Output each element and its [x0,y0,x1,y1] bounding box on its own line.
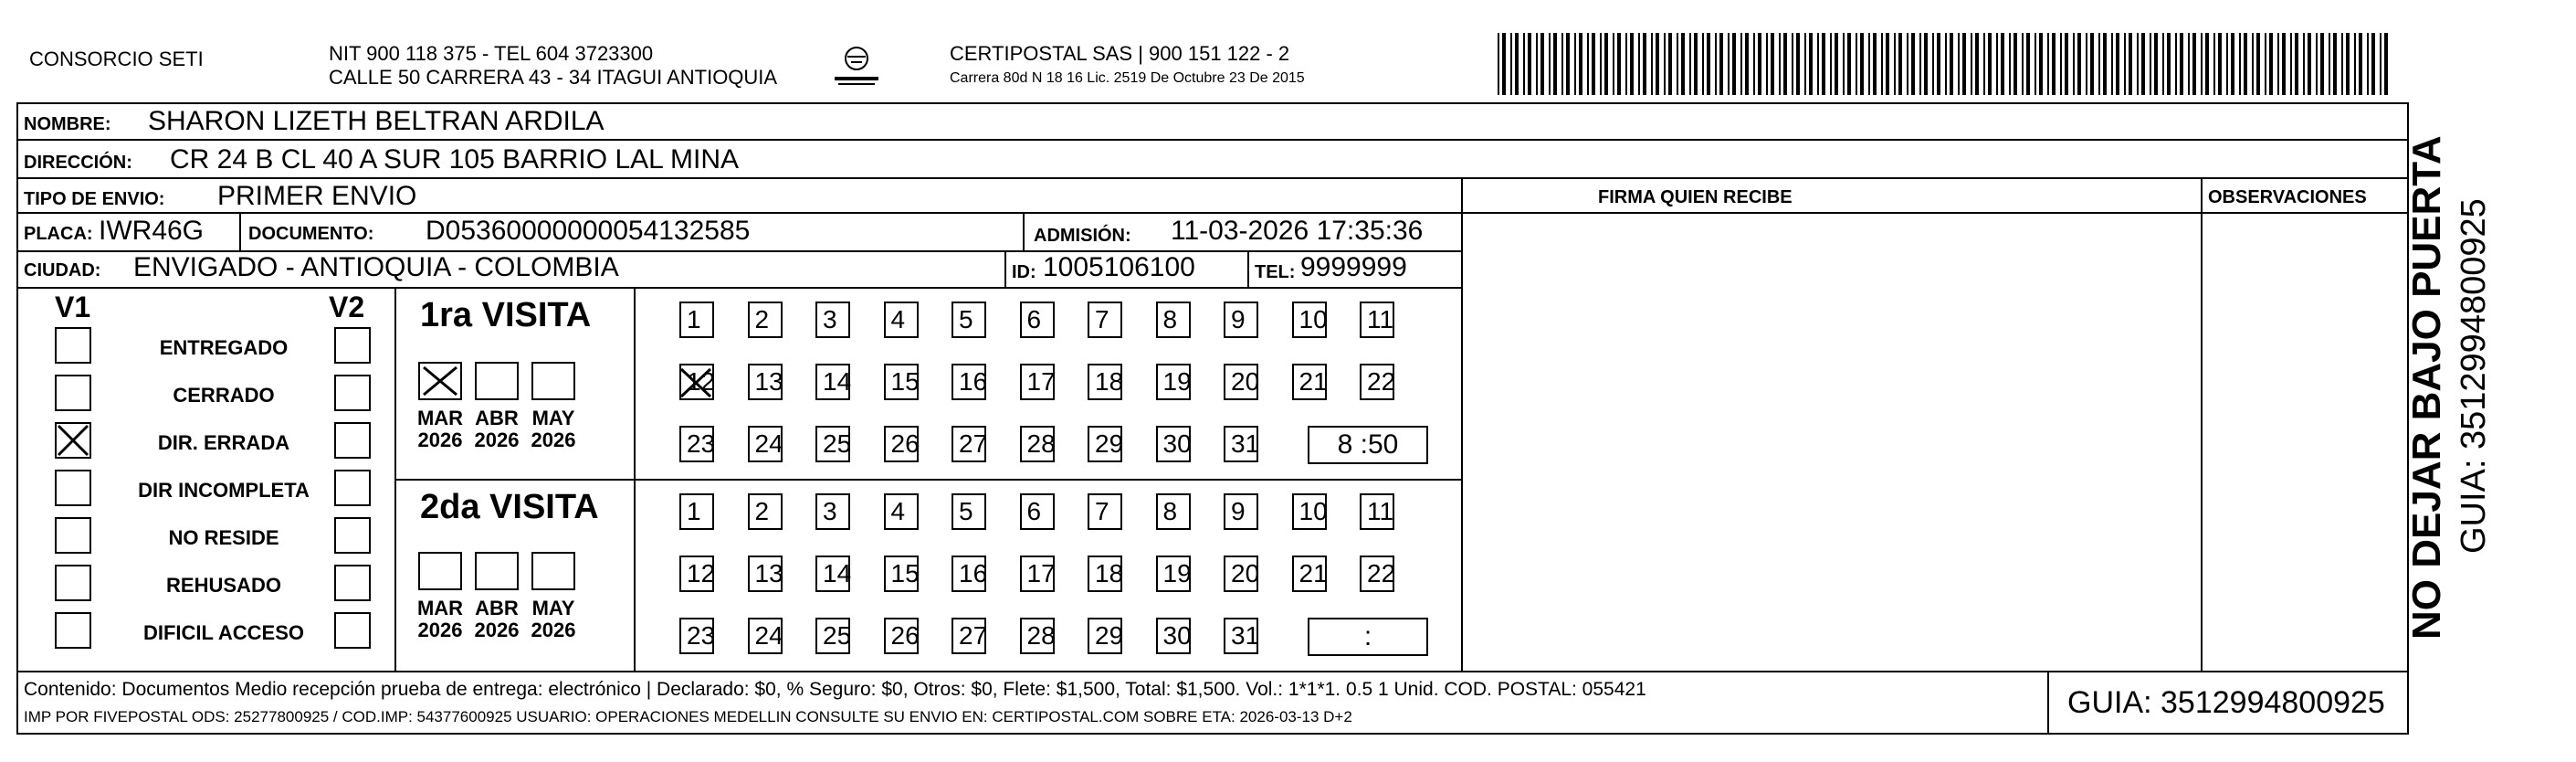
month-name: MAY [531,597,575,619]
side-guide: GUIA: 3512994800925 [2455,198,2493,554]
barcode-bar [1587,33,1589,95]
barcode-bar [1911,33,1915,95]
barcode-bar [1707,33,1710,95]
barcode-bar [1924,33,1928,95]
barcode-bar [2201,33,2203,95]
barcode-bar [1971,33,1972,95]
barcode-bar [1835,33,1838,95]
barcode-bar [2367,33,2369,95]
barcode-bar [1873,33,1877,95]
day-box[interactable]: 29 [1088,426,1122,462]
barcode-bar [2265,33,2266,95]
barcode-bar [2129,33,2132,95]
day-box[interactable]: 5 [952,302,986,338]
barcode-bar [2269,33,2273,95]
status-label: DIFICIL ACCESO [142,621,304,644]
barcode [1498,33,2392,95]
shipment-type: PRIMER ENVIO [217,181,417,211]
doc-label: DOCUMENTO: [248,224,374,244]
barcode-bar [1510,33,1512,95]
day-box[interactable]: 24 [748,618,783,654]
barcode-bar [1822,33,1825,95]
barcode-bar [1771,33,1774,95]
day-box[interactable]: 17 [1020,364,1055,400]
barcode-bar [1728,33,1730,95]
day-box[interactable]: 29 [1088,618,1122,654]
day-box[interactable]: 4 [884,302,919,338]
day-box[interactable]: 12 [679,556,714,592]
courier-name: CERTIPOSTAL SAS | 900 151 122 - 2 [950,42,1290,65]
barcode-bar [2035,33,2036,95]
barcode-bar [1498,33,1499,95]
barcode-bar [2180,33,2183,95]
company-address: CALLE 50 CARRERA 43 - 34 ITAGUI ANTIOQUIA [329,66,778,89]
v2-checkbox[interactable] [334,375,371,411]
day-box[interactable]: 12 [679,364,714,400]
day-box[interactable]: 19 [1156,364,1191,400]
day-box[interactable]: 15 [884,556,919,592]
day-box[interactable]: 16 [952,364,986,400]
day-box[interactable]: 30 [1156,426,1191,462]
barcode-bar [1651,33,1653,95]
barcode-bar [1715,33,1717,95]
barcode-bar [2256,33,2260,95]
barcode-bar [1847,33,1851,95]
barcode-bar [1515,33,1519,95]
barcode-bar [2282,33,2286,95]
day-box[interactable]: 14 [815,364,850,400]
id-number: 1005106100 [1043,252,1195,282]
day-box[interactable]: 2 [748,493,783,530]
barcode-bar [1945,33,1947,95]
barcode-bar [1753,33,1755,95]
day-box[interactable]: 23 [679,618,714,654]
tel-label: TEL: [1255,262,1296,282]
barcode-bar [2052,33,2056,95]
barcode-bar [2073,33,2075,95]
barcode-bar [1830,33,1832,95]
barcode-bar [1613,33,1614,95]
observations-header: OBSERVACIONES [2208,187,2367,207]
barcode-bar [2205,33,2209,95]
barcode-bar [2137,33,2139,95]
barcode-bar [1860,33,1864,95]
day-box[interactable]: 28 [1020,426,1055,462]
second-visit-title: 2da VISITA [420,488,599,526]
barcode-bar [2218,33,2222,95]
barcode-bar [2380,33,2381,95]
courier-license: Carrera 80d N 18 16 Lic. 2519 De Octubre 23 De 2015 [950,70,1305,86]
v1-label: V1 [55,291,91,323]
barcode-bar [1702,33,1704,95]
barcode-bar [2192,33,2196,95]
month-label [528,407,579,451]
barcode-bar [1656,33,1659,95]
barcode-bar [1689,33,1691,95]
barcode-bar [2077,33,2081,95]
barcode-bar [2001,33,2004,95]
barcode-bar [2346,33,2350,95]
barcode-bar [2252,33,2254,95]
certipostal-logo [829,40,884,93]
day-box[interactable]: 20 [1224,364,1258,400]
month-year: 2026 [531,429,576,452]
barcode-bar [1566,33,1570,95]
day-box[interactable]: 11 [1360,493,1394,530]
barcode-bar [1536,33,1538,95]
v2-checkbox[interactable] [334,327,371,364]
day-box[interactable]: 31 [1224,618,1258,654]
day-box[interactable]: 9 [1224,302,1258,338]
barcode-bar [2047,33,2049,95]
barcode-bar [1898,33,1902,95]
v2-label: V2 [329,291,365,323]
barcode-bar [1668,33,1672,95]
name-label: NOMBRE: [24,114,111,134]
barcode-bar [2141,33,2145,95]
day-box[interactable]: 27 [952,618,986,654]
barcode-bar [1528,33,1531,95]
barcode-bar [1549,33,1551,95]
barcode-bar [1796,33,1800,95]
barcode-bar [1579,33,1582,95]
barcode-bar [1817,33,1819,95]
barcode-bar [2188,33,2190,95]
barcode-bar [1664,33,1666,95]
barcode-bar [1502,33,1506,95]
barcode-bar [2103,33,2107,95]
v2-checkbox[interactable] [334,612,371,649]
month-label [415,407,466,451]
barcode-bar [1932,33,1934,95]
barcode-bar [2295,33,2298,95]
barcode-bar [1540,33,1544,95]
barcode-bar [2308,33,2311,95]
day-box[interactable]: 31 [1224,426,1258,462]
barcode-bar [1617,33,1621,95]
barcode-bar [2116,33,2119,95]
month-label [528,598,579,641]
document-number: D05360000000054132585 [426,216,751,246]
footer-guide: GUIA: 3512994800925 [2067,685,2385,720]
barcode-bar [2124,33,2126,95]
status-label: ENTREGADO [159,336,289,359]
barcode-bar [1732,33,1736,95]
day-box[interactable]: 22 [1360,364,1394,400]
plate-label: PLACA: [24,224,93,244]
recipient-name: SHARON LIZETH BELTRAN ARDILA [148,106,605,136]
month-name: ABR [475,407,519,429]
barcode-bar [2167,33,2171,95]
day-box[interactable]: 13 [748,364,783,400]
barcode-bar [2239,33,2241,95]
barcode-bar [2303,33,2305,95]
signature-header: FIRMA QUIEN RECIBE [1598,187,1793,207]
strike-mark-icon [679,364,714,400]
v2-checkbox[interactable] [334,565,371,601]
day-box[interactable]: 28 [1020,618,1055,654]
barcode-bar [1561,33,1563,95]
day-box[interactable]: 26 [884,426,919,462]
barcode-bar [1792,33,1793,95]
day-box[interactable]: 16 [952,556,986,592]
barcode-bar [2098,33,2100,95]
check-mark-icon [418,362,462,400]
barcode-bar [2065,33,2068,95]
barcode-bar [1809,33,1813,95]
barcode-bar [2009,33,2011,95]
barcode-bar [2086,33,2087,95]
day-box[interactable]: 1 [679,302,714,338]
plate: IWR46G [99,216,205,246]
barcode-bar [2150,33,2151,95]
barcode-bar [2231,33,2234,95]
barcode-bar [2354,33,2356,95]
barcode-bar [2162,33,2164,95]
barcode-bar [1604,33,1608,95]
barcode-bar [1988,33,1992,95]
tel-number: 9999999 [1300,252,1407,282]
barcode-bar [1638,33,1640,95]
day-box[interactable]: 7 [1088,302,1122,338]
barcode-bar [1779,33,1781,95]
barcode-bar [1625,33,1627,95]
barcode-bar [1719,33,1723,95]
day-box[interactable]: 25 [815,426,850,462]
barcode-bar [2333,33,2337,95]
barcode-bar [2154,33,2158,95]
day-box[interactable]: 15 [884,364,919,400]
day-box[interactable]: 4 [884,493,919,530]
month-year: 2026 [417,619,463,642]
barcode-bar [2060,33,2062,95]
month-year: 2026 [474,429,520,452]
barcode-bar [2026,33,2030,95]
barcode-bar [1758,33,1761,95]
month-name: MAR [416,407,464,429]
footer-line2: IMP POR FIVEPOSTAL ODS: 25277800925 / COD.IMP: 54377600925 USUARIO: OPERACIONES MEDELLIN CONSULTE SU ENVIO EN: CERTIPOSTAL.COM SOBRE ETA: 2026-03-13 D+2 [24,708,1352,725]
day-box[interactable]: 11 [1360,302,1394,338]
day-box[interactable]: 21 [1292,364,1327,400]
company-nit: NIT 900 118 375 - TEL 604 3723300 [329,42,654,65]
barcode-bar [1804,33,1806,95]
barcode-bar [1950,33,1953,95]
day-box[interactable]: 27 [952,426,986,462]
month-checkbox[interactable] [531,552,575,590]
month-year: 2026 [417,429,463,452]
barcode-bar [2290,33,2292,95]
status-label: DIR INCOMPLETA [138,479,310,502]
barcode-bar [2277,33,2279,95]
day-box[interactable]: 23 [679,426,714,462]
day-box[interactable]: 13 [748,556,783,592]
barcode-bar [1574,33,1576,95]
barcode-bar [1886,33,1889,95]
status-label: DIR. ERRADA [157,431,290,454]
day-box[interactable]: 18 [1088,364,1122,400]
barcode-bar [1856,33,1857,95]
day-box[interactable]: 18 [1088,556,1122,592]
day-box[interactable]: 10 [1292,493,1327,530]
barcode-bar [2175,33,2177,95]
month-label [471,407,522,451]
barcode-bar [1630,33,1634,95]
month-checkbox[interactable] [418,552,462,590]
barcode-bar [2226,33,2228,95]
day-box[interactable]: 6 [1020,493,1055,530]
barcode-bar [1523,33,1525,95]
barcode-bar [1983,33,1985,95]
barcode-bar [1868,33,1870,95]
barcode-bar [1783,33,1787,95]
barcode-bar [1894,33,1896,95]
id-label: ID: [1012,262,1036,282]
barcode-bar [1694,33,1698,95]
barcode-bar [2371,33,2375,95]
v2-checkbox[interactable] [334,470,371,506]
barcode-bar [1919,33,1921,95]
barcode-bar [1937,33,1940,95]
barcode-bar [1681,33,1685,95]
barcode-bar [2384,33,2388,95]
barcode-bar [1907,33,1908,95]
barcode-bar [2316,33,2318,95]
admission-date: 11-03-2026 17:35:36 [1171,216,1424,246]
barcode-bar [2320,33,2324,95]
barcode-bar [1958,33,1960,95]
day-box[interactable]: 3 [815,302,850,338]
barcode-bar [1592,33,1595,95]
barcode-bar [2341,33,2343,95]
v2-checkbox[interactable] [334,517,371,554]
month-name: MAY [531,407,575,429]
month-checkbox[interactable] [475,362,519,400]
v2-checkbox[interactable] [334,422,371,459]
city-label: CIUDAD: [24,260,101,280]
city: ENVIGADO - ANTIOQUIA - COLOMBIA [133,252,619,282]
barcode-bar [2039,33,2043,95]
first-visit-title: 1ra VISITA [420,296,592,334]
day-box[interactable]: 19 [1156,556,1191,592]
barcode-bar [1975,33,1979,95]
barcode-bar [1643,33,1646,95]
barcode-bar [1740,33,1742,95]
barcode-bar [1677,33,1678,95]
barcode-bar [1766,33,1768,95]
barcode-bar [1881,33,1883,95]
time-box[interactable]: : [1308,618,1428,656]
status-label: CERRADO [173,384,275,407]
recipient-address: CR 24 B CL 40 A SUR 105 BARRIO LAL MINA [170,144,740,175]
barcode-bar [1600,33,1602,95]
check-mark-icon [55,422,91,459]
barcode-bar [1996,33,1998,95]
day-box[interactable]: 2 [748,302,783,338]
day-box[interactable]: 17 [1020,556,1055,592]
barcode-bar [2244,33,2247,95]
day-box[interactable]: 24 [748,426,783,462]
month-name: ABR [475,597,519,619]
barcode-bar [1962,33,1966,95]
day-box[interactable]: 6 [1020,302,1055,338]
status-label: NO RESIDE [168,526,279,549]
barcode-bar [2111,33,2113,95]
day-box[interactable]: 3 [815,493,850,530]
month-year: 2026 [531,619,576,642]
time-box[interactable]: 8 :50 [1308,426,1428,464]
day-box[interactable]: 26 [884,618,919,654]
barcode-bar [2013,33,2017,95]
day-box[interactable]: 8 [1156,302,1191,338]
day-box[interactable]: 25 [815,618,850,654]
company-name: CONSORCIO SETI [29,48,204,70]
month-checkbox[interactable] [475,552,519,590]
month-label [471,598,522,641]
footer-line1: Contenido: Documentos Medio recepción prueba de entrega: electrónico | Declarado: $0, % Seguro: $0, Otros: $0, Flete: $1,500, Total: $1,500. Vol.: 1*1*1. 0.5 1 Unid. COD. POSTAL: 055421 [24,679,1646,700]
admission-label: ADMISIÓN: [1034,226,1131,246]
day-box[interactable]: 20 [1224,556,1258,592]
status-label: REHUSADO [166,574,281,597]
barcode-bar [1553,33,1557,95]
barcode-bar [2359,33,2362,95]
day-box[interactable]: 1 [679,493,714,530]
day-box[interactable]: 14 [815,556,850,592]
month-year: 2026 [474,619,520,642]
month-checkbox[interactable] [531,362,575,400]
day-box[interactable]: 21 [1292,556,1327,592]
day-box[interactable]: 5 [952,493,986,530]
day-box[interactable]: 9 [1224,493,1258,530]
type-label: TIPO DE ENVIO: [24,189,165,209]
barcode-bar [2022,33,2024,95]
side-warning: NO DEJAR BAJO PUERTA [2404,135,2449,640]
barcode-bar [2213,33,2215,95]
day-box[interactable]: 7 [1088,493,1122,530]
barcode-bar [1745,33,1749,95]
month-name: MAR [416,597,464,619]
day-box[interactable]: 22 [1360,556,1394,592]
day-box[interactable]: 10 [1292,302,1327,338]
barcode-bar [2090,33,2094,95]
day-box[interactable]: 8 [1156,493,1191,530]
address-label: DIRECCIÓN: [24,153,132,173]
barcode-bar [1843,33,1845,95]
barcode-bar [2329,33,2330,95]
day-box[interactable]: 30 [1156,618,1191,654]
month-label [415,598,466,641]
